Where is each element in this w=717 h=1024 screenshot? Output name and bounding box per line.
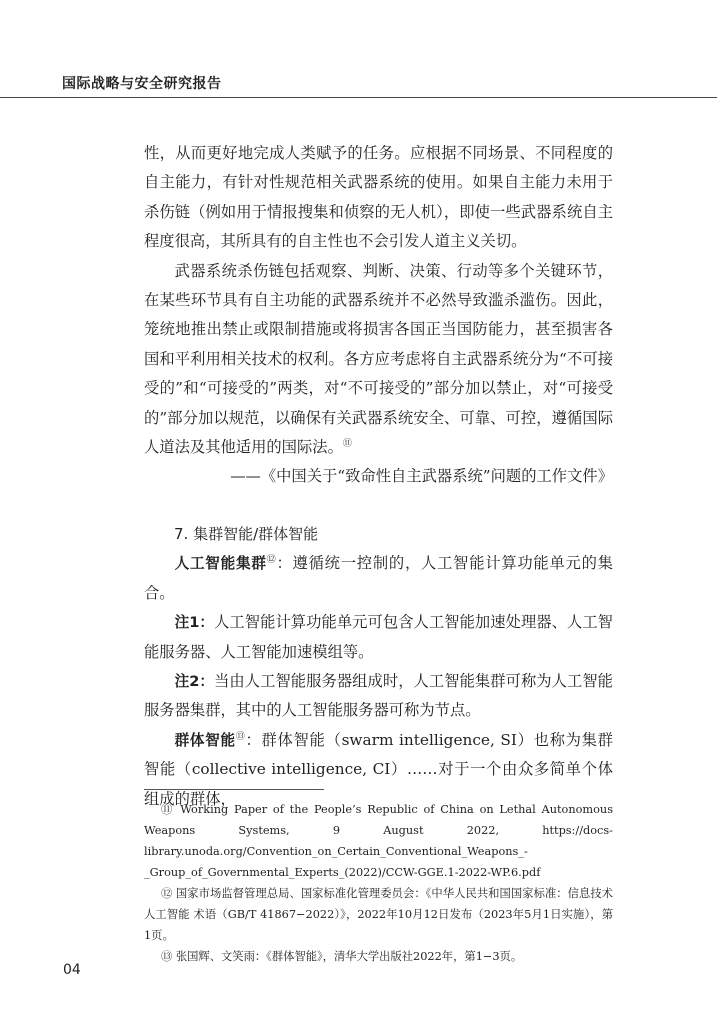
footnote-11: ⑪ Working Paper of the People’s Republic of China on Lethal Autonomous Weapons Systems, 9 August 2022, https://docs-library.unoda.org/Convention_on_Certain_Conventional_Weapons_-_Group_of_Governmental_Experts_(2022)/CCW-GGE.1-2022-WP.6.pdf: [144, 803, 613, 879]
term-swarm-intelligence: 群体智能: [174, 731, 236, 749]
definition-ai-cluster-text: ：遵循统一控制的，人工智能计算功能单元的集合。: [144, 554, 613, 602]
definition-ai-cluster: [144, 549, 613, 608]
note-1-text: 人工智能计算功能单元可包含人工智能加速处理器、人工智能服务器、人工智能加速模组等。: [144, 613, 613, 661]
paragraph-2: [144, 257, 613, 463]
note-2-text: 当由人工智能服务器组成时，人工智能集群可称为人工智能服务器集群，其中的人工智能服务器可称为节点。: [144, 671, 613, 720]
note-1: [144, 608, 613, 667]
footnote-13: ⑬ 张国辉、文笑雨：《群体智能》，清华大学出版社2022年，第1−3页。: [160, 950, 523, 963]
footnotes: [144, 799, 613, 967]
footnote-rule: [144, 789, 324, 790]
body-text: [144, 139, 613, 814]
footnote-ref-11[interactable]: ⑪: [342, 438, 352, 449]
term-ai-cluster: 人工智能集群: [174, 555, 267, 573]
footnote-ref-13[interactable]: ⑬: [235, 731, 246, 742]
note-1-label: 注1：: [174, 614, 215, 632]
definition-swarm-intelligence-text: ：群体智能（swarm intelligence, SI）也称为集群智能（collective intelligence, CI）……对于一个由众多简单个体组成的群体，: [144, 730, 613, 808]
paragraph-2-text: 武器系统杀伤链包括观察、判断、决策、行动等多个关键环节，在某些环节具有自主功能的武器系统并不必然导致滥杀滥伤。因此，笼统地推出禁止或限制措施或将损害各国正当国防能力，甚至损害各国和平利用相关技术的权利。各方应考虑将自主武器系统分为“不可接受的”和“可接受的”两类，对“不可接受的”部分加以禁止，对“可接受的”部分加以规范，以确保有关武器系统安全、可靠、可控，遵循国际人道法及其他适用的国际法。: [144, 261, 613, 457]
section-heading: 7. 集群智能/群体智能: [174, 524, 319, 543]
footnote-ref-12[interactable]: ⑫: [266, 555, 277, 566]
page-number: 04: [63, 962, 81, 978]
header-rule: [0, 97, 717, 98]
note-2-label: 注2：: [174, 672, 215, 690]
footnote-12: ⑫ 国家市场监督管理总局、国家标准化管理委员会：《中华人民共和国国家标准：信息技术 人工智能 术语（GB/T 41867−2022）》，2022年10月12日发布（2023年5月1日实施），第1页。: [144, 887, 613, 942]
paragraph-1: 性，从而更好地完成人类赋予的任务。应根据不同场景、不同程度的自主能力，有针对性规范相关武器系统的使用。如果自主能力未用于杀伤链（例如用于情报搜集和侦察的无人机），即使一些武器系统自主程度很高，其所具有的自主性也不会引发人道主义关切。: [144, 144, 613, 251]
running-header: 国际战略与安全研究报告: [62, 76, 222, 92]
note-2: [144, 667, 613, 726]
quote-source: ——《中国关于“致命性自主武器系统”问题的工作文件》: [230, 467, 613, 486]
